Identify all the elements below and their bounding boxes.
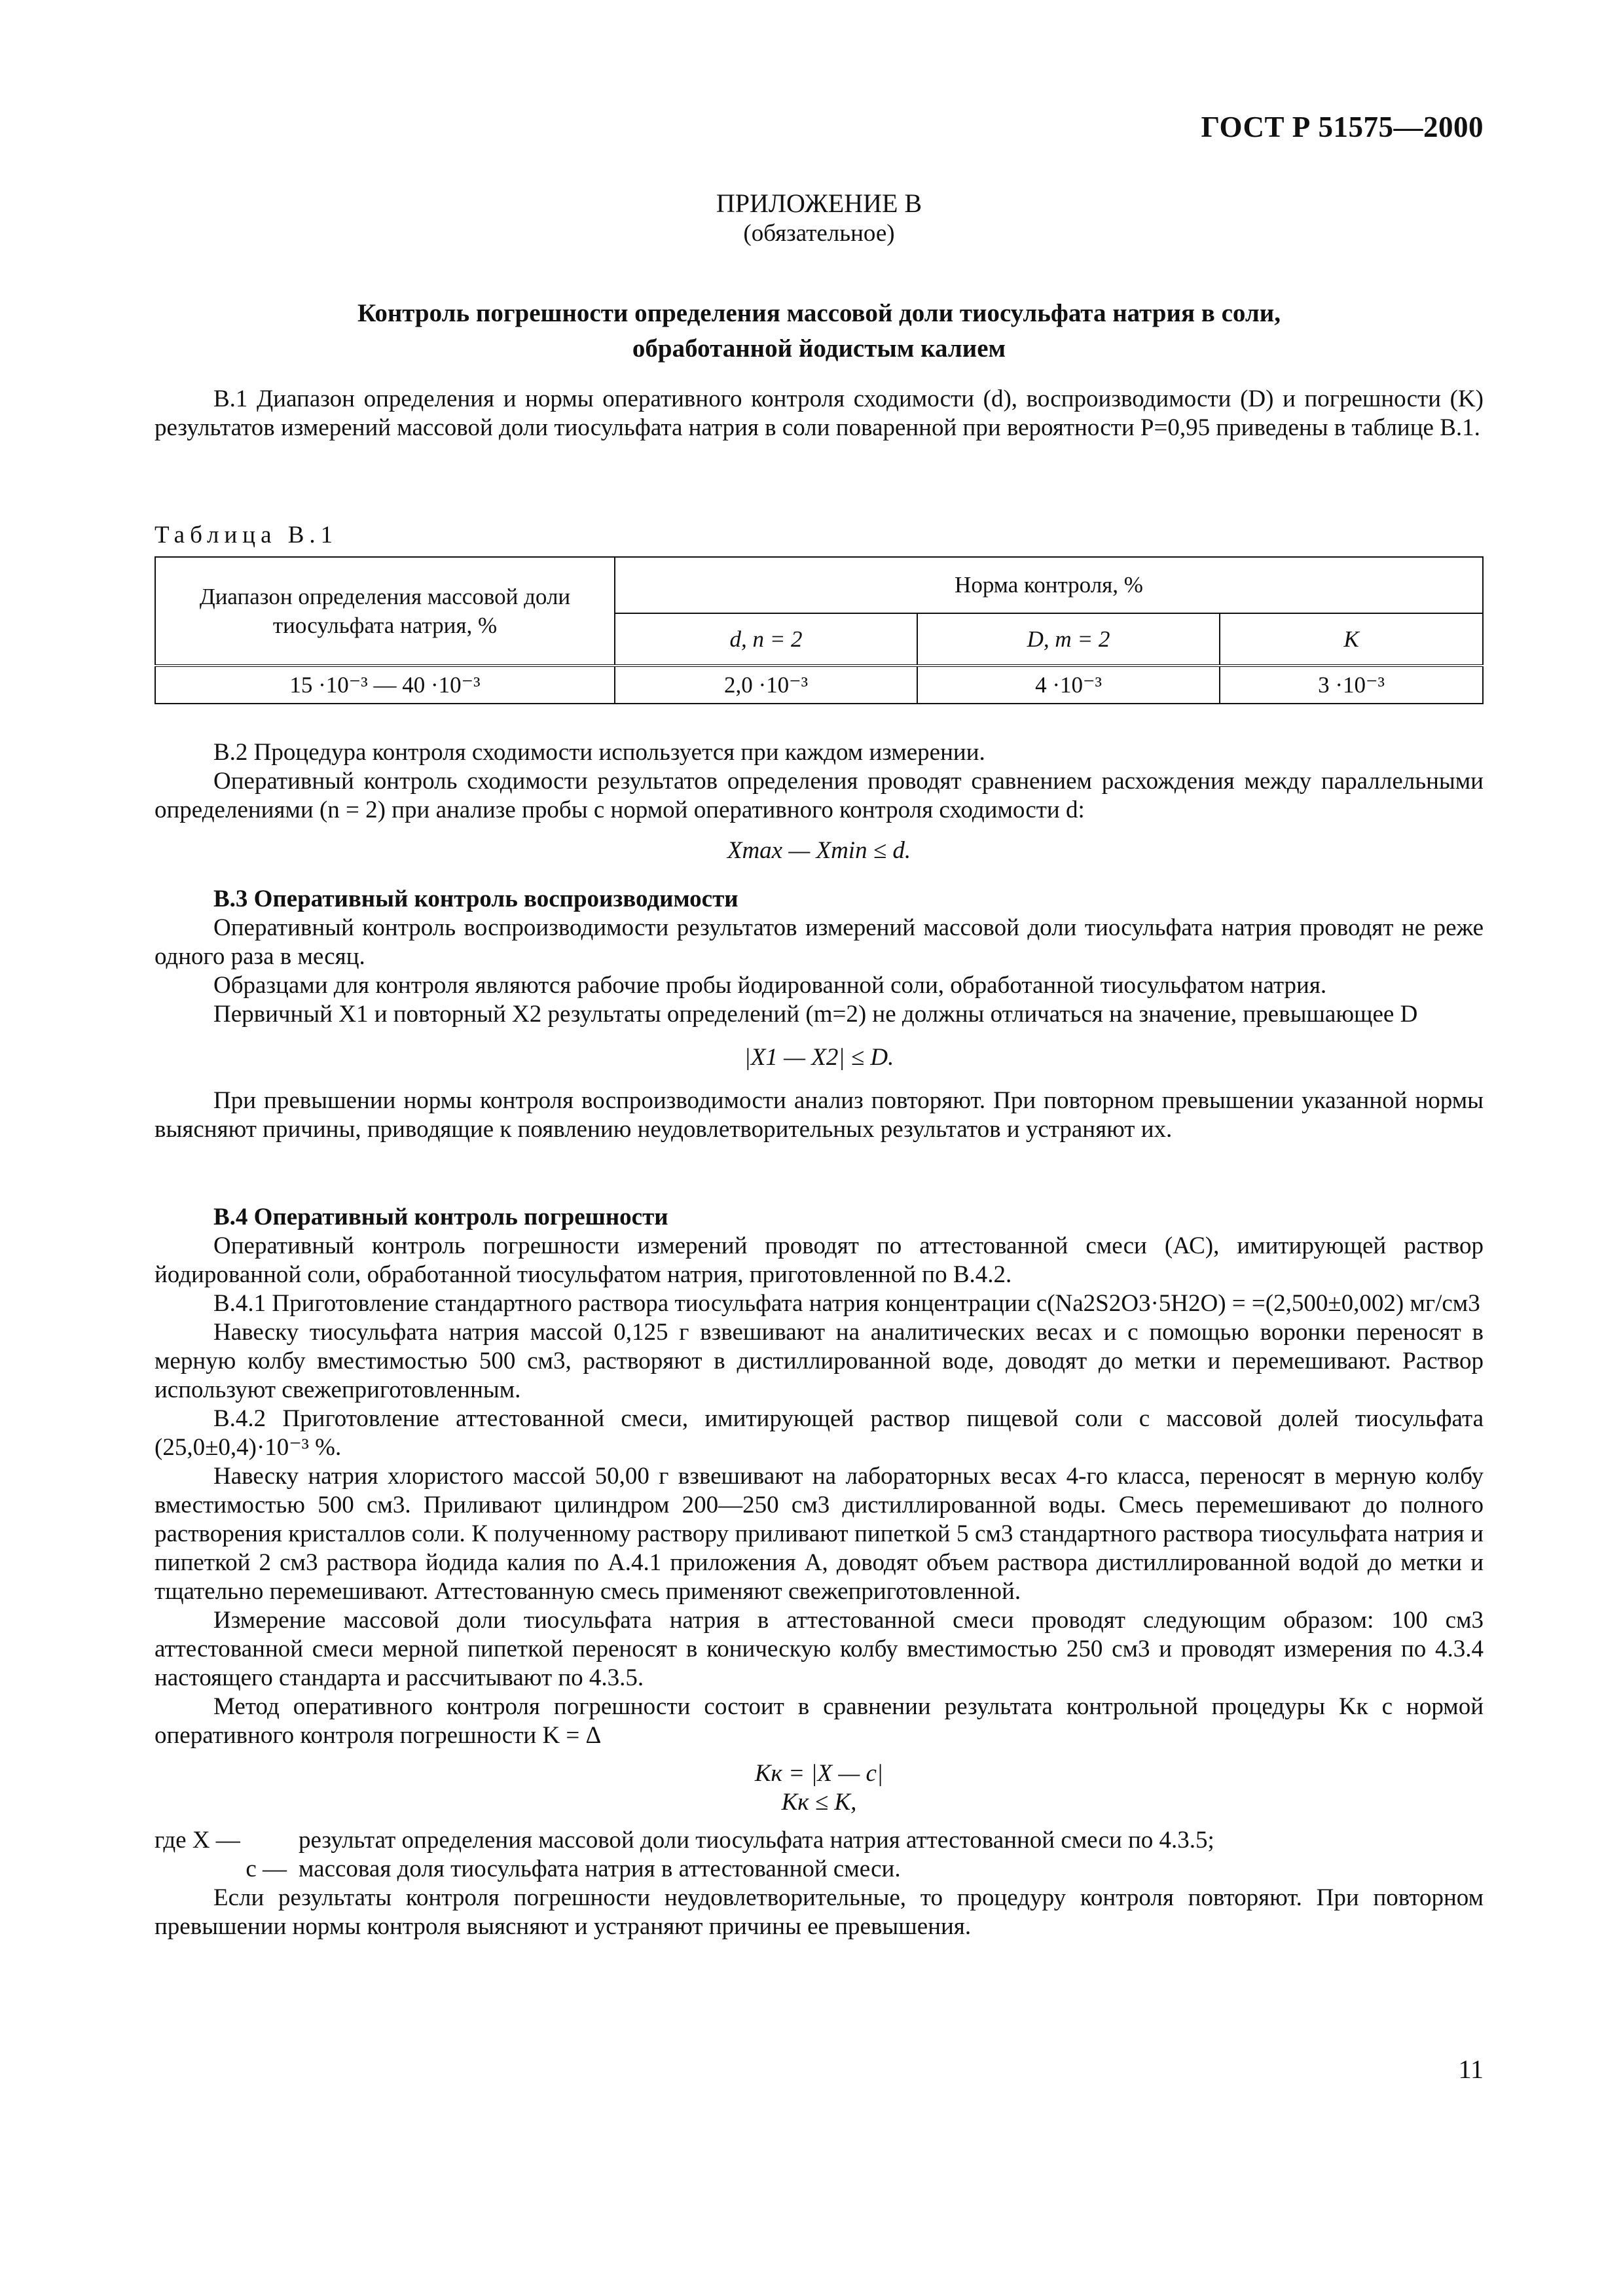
heading-b4: В.4 Оперативный контроль погрешности (213, 1204, 668, 1230)
paragraph-b3-2: Образцами для контроля являются рабочие пробы йодированной соли, обработанной тиосульфатом натрия. (213, 972, 1327, 999)
table-cell-D: 4 ·10⁻³ (917, 666, 1220, 704)
paragraph-b2-2: Оперативный контроль сходимости результатов определения проводят сравнением расхождения между параллельными определениями (n = 2) при анализе пробы с нормой оперативного контроля сходимости d: (155, 768, 1484, 823)
document-title-line1: Контроль погрешности определения массовой доли тиосульфата натрия в соли, (357, 299, 1281, 327)
section-b2 (155, 738, 1484, 869)
norms-table (155, 556, 1484, 704)
table-header-K: K (1220, 613, 1483, 666)
paragraph-b4-1: Оперативный контроль погрешности измерений проводят по аттестованной смеси (АС), имитирующей раствор йодированной соли, обработанной тиосульфатом натрия, приготовленной по В.4.2. (155, 1232, 1484, 1288)
annex-subtitle: (обязательное) (743, 220, 895, 247)
document-title-line2: обработанной йодистым калием (632, 334, 1006, 363)
formula-reproducibility: |X1 — X2| ≤ D. (744, 1044, 894, 1071)
standard-number: ГОСТ Р 51575—2000 (1201, 111, 1484, 143)
paragraph-b1: В.1 Диапазон определения и нормы оперативного контроля сходимости (d), воспроизводимости (D) и погрешности (K) результатов измерений массовой доли тиосульфата натрия в соли поваренной при вероятности P=0,95 приведены в таблице В.1. (155, 386, 1484, 441)
document-title (155, 296, 1484, 367)
where-x-row (155, 1826, 1484, 1855)
paragraph-b2-1: В.2 Процедура контроля сходимости используется при каждом измерении. (213, 739, 985, 766)
table-header-d: d, n = 2 (615, 613, 917, 666)
paragraph-b4-2: В.4.1 Приготовление стандартного раствора тиосульфата натрия концентрации c(Na2S2O3·5H2O) = =(2,500±0,002) мг/см3 (213, 1290, 1480, 1317)
table-caption: Таблица В.1 (155, 522, 338, 548)
paragraph-b3-3: Первичный X1 и повторный X2 результаты определений (m=2) не должны отличаться на значение, превышающее D (213, 1001, 1418, 1028)
where-c-row (155, 1855, 1484, 1884)
where-x-value: результат определения массовой доли тиосульфата натрия аттестованной смеси по 4.3.5; (299, 1827, 1214, 1854)
where-x-key: где X — (155, 1827, 240, 1854)
table-header-norm: Норма контроля, % (615, 557, 1483, 613)
paragraph-b3-1: Оперативный контроль воспроизводимости результатов измерений массовой доли тиосульфата натрия проводят не реже одного раза в месяц. (155, 914, 1484, 970)
annex-title: ПРИЛОЖЕНИЕ В (716, 188, 922, 218)
section-b1 (155, 385, 1484, 442)
formula-accuracy-2: Kк ≤ K, (781, 1789, 857, 1816)
paragraph-b4-6: Измерение массовой доли тиосульфата натрия в аттестованной смеси проводят следующим образом: 100 см3 аттестованной смеси мерной пипеткой переносят в коническую колбу вместимостью 250 см3 и проводят измерения по 4.3.4 настоящего стандарта и рассчитывают по 4.3.5. (155, 1607, 1484, 1691)
table-cell-d: 2,0 ·10⁻³ (615, 666, 917, 704)
page-number: 11 (1458, 2054, 1484, 2084)
heading-b3: В.3 Оперативный контроль воспроизводимости (213, 886, 739, 912)
document-page (155, 0, 1484, 2296)
table-header-D: D, m = 2 (917, 613, 1220, 666)
section-b3 (155, 885, 1484, 1144)
paragraph-b4-5: Навеску натрия хлористого массой 50,00 г взвешивают на лабораторных весах 4-го класса, переносят в мерную колбу вместимостью 500 см3. Приливают цилиндром 200—250 см3 дистиллированной воды. Смесь перемешивают до полного растворения кристаллов соли. К полученному раствору приливают пипеткой 5 см3 стандартного раствора тиосульфата натрия и пипеткой 2 см3 раствора йодида калия по А.4.1 приложения А, доводят объем раствора дистиллированной водой до метки и тщательно перемешивают. Аттестованную смесь применяют свежеприготовленной. (155, 1463, 1484, 1605)
paragraph-b4-3: Навеску тиосульфата натрия массой 0,125 г взвешивают на аналитических весах и с помощью воронки переносят в мерную колбу вместимостью 500 см3, растворяют в дистиллированной воде, доводят до метки и перемешивают. Раствор используют свежеприготовленным. (155, 1319, 1484, 1403)
table-header-range: Диапазон определения массовой доли тиосульфата натрия, % (155, 557, 615, 666)
paragraph-b4-7: Метод оперативного контроля погрешности состоит в сравнении результата контрольной процедуры Kк с нормой оперативного контроля погрешности K = Δ (155, 1693, 1484, 1749)
paragraph-b3-4: При превышении нормы контроля воспроизводимости анализ повторяют. При повторном превышении указанной нормы выясняют причины, приводящие к появлению неудовлетворительных результатов и устраняют их. (155, 1087, 1484, 1143)
where-c-key: c — (246, 1856, 287, 1882)
paragraph-b4-8: Если результаты контроля погрешности неудовлетворительные, то процедуру контроля повторяют. При повторном превышении нормы контроля выясняют и устраняют причины ее превышения. (155, 1884, 1484, 1940)
formula-repeatability: Xmax — Xmin ≤ d. (727, 837, 911, 864)
table-cell-K: 3 ·10⁻³ (1220, 666, 1483, 704)
formula-accuracy-1: Kк = |X — c| (754, 1760, 884, 1787)
formula-accuracy (155, 1759, 1484, 1817)
paragraph-b4-4: В.4.2 Приготовление аттестованной смеси, имитирующей раствор пищевой соли с массовой долей тиосульфата (25,0±0,4)·10⁻³ %. (155, 1405, 1484, 1461)
annex-heading (155, 188, 1484, 249)
table-cell-range: 15 ·10⁻³ — 40 ·10⁻³ (155, 666, 615, 704)
section-b4 (155, 1203, 1484, 1941)
where-c-value: массовая доля тиосульфата натрия в аттестованной смеси. (299, 1856, 901, 1882)
